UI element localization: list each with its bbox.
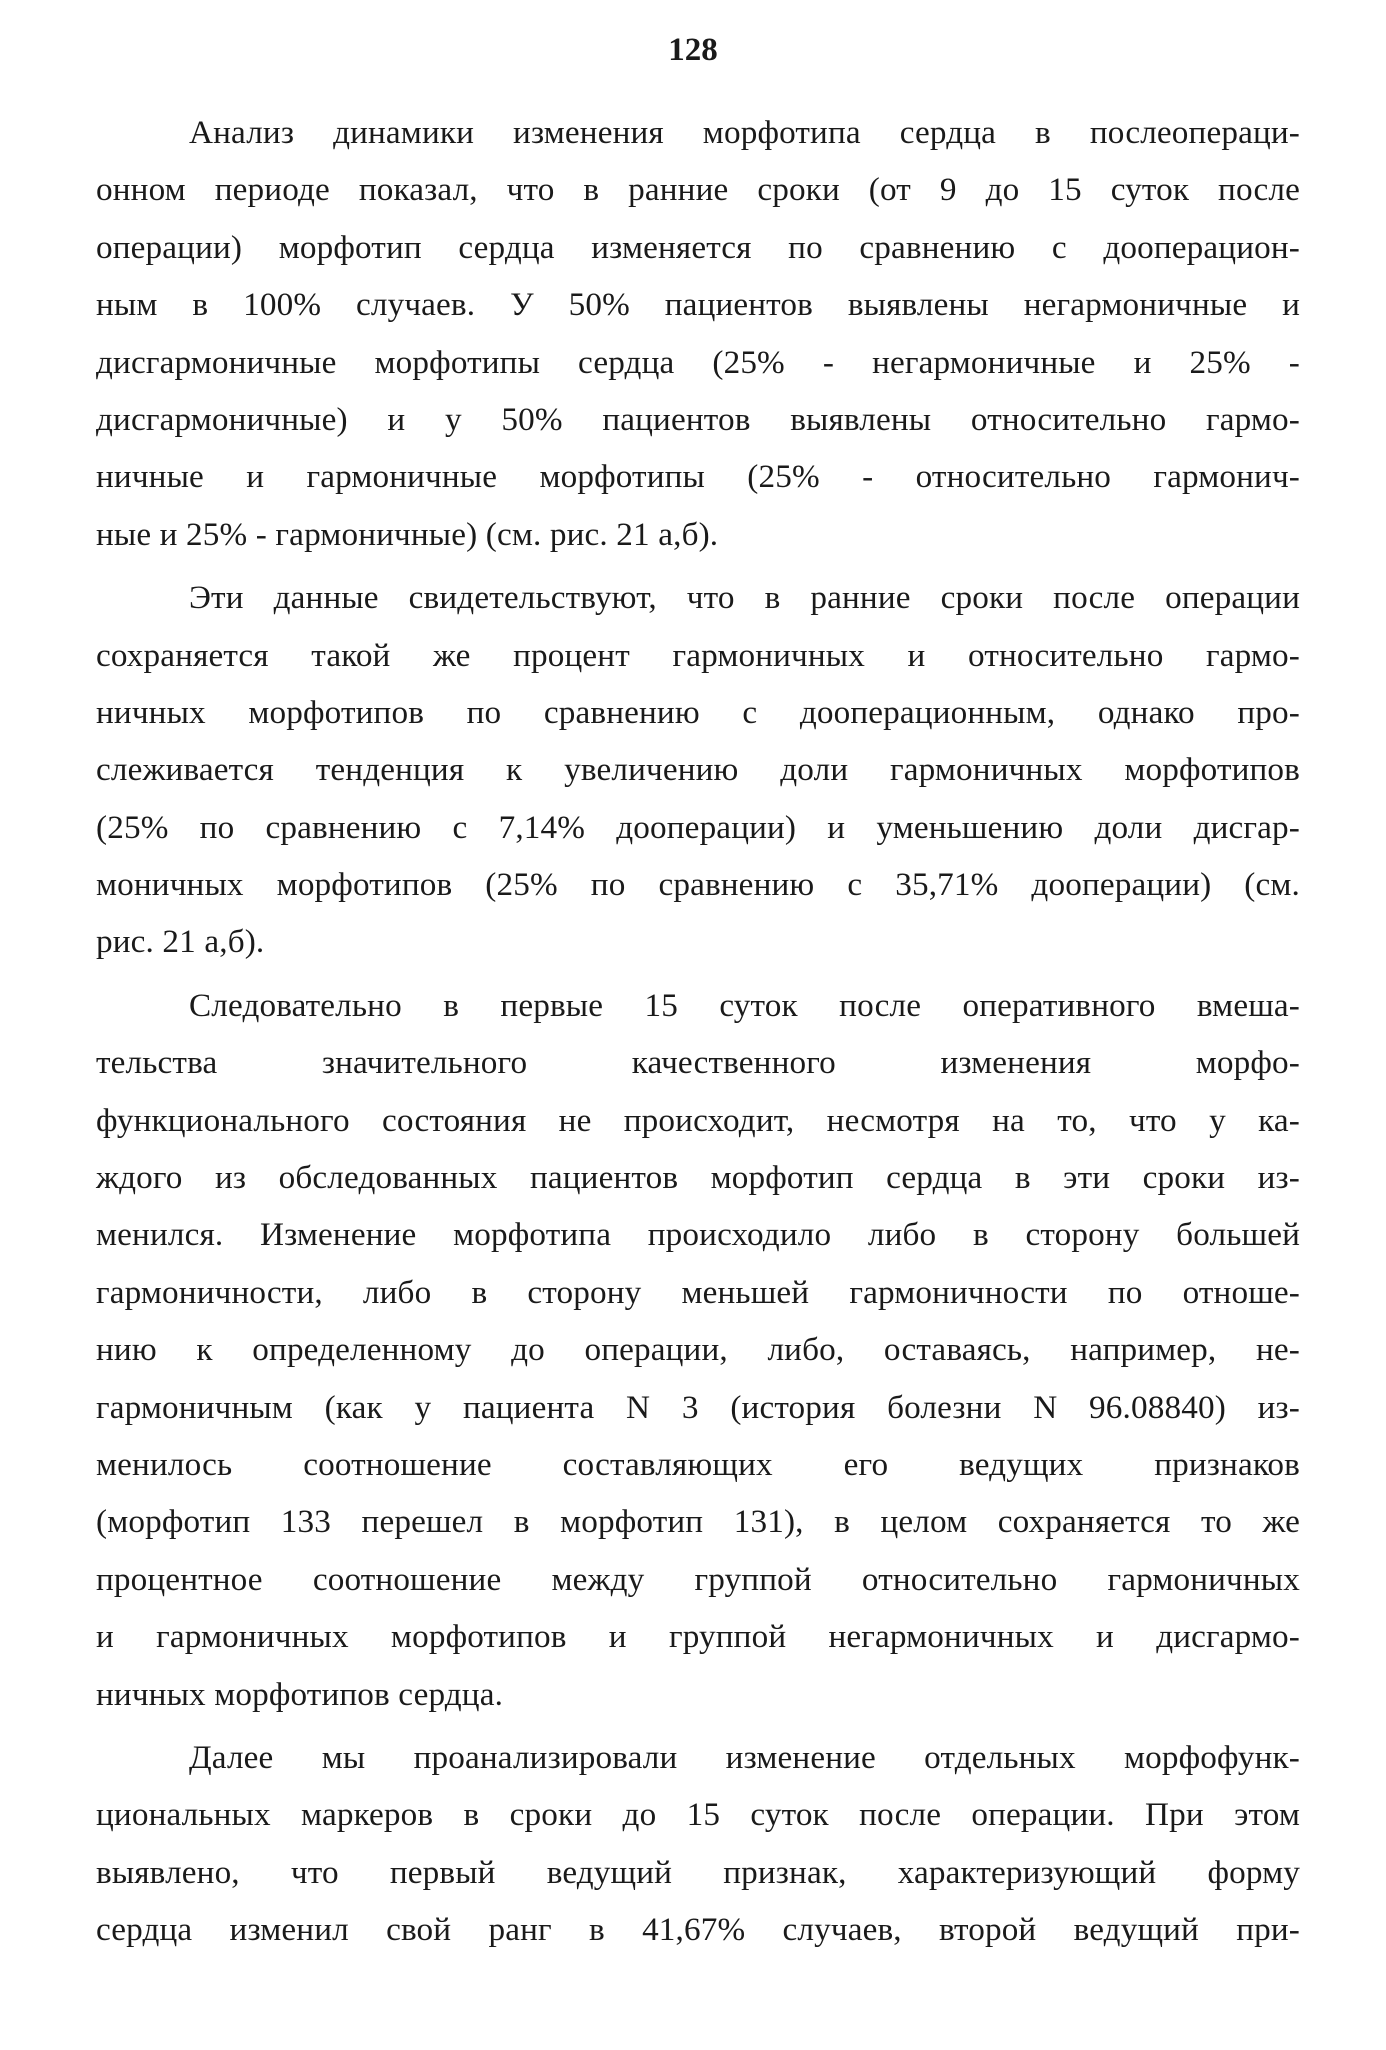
text-line: слеживается тенденция к увеличению доли гармоничных морфотипов [96,751,1300,789]
text-line: ничных морфотипов сердца. [96,1675,504,1713]
text-line: сохраняется такой же процент гармоничных и относительно гармо- [96,636,1300,674]
text-line: онном периоде показал, что в ранние сроки (от 9 до 15 суток после [96,171,1300,209]
text-line: ждого из обследованных пациентов морфотип сердца в эти сроки из- [96,1159,1300,1197]
text-line: менился. Изменение морфотипа происходило либо в сторону большей [96,1216,1300,1254]
paragraph-3 [96,977,1300,1723]
text-line: функционального состояния не происходит, несмотря на то, что у ка- [96,1101,1300,1139]
text-line: операции) морфотип сердца изменяется по сравнению с дооперацион- [96,228,1300,266]
text-line: ничных морфотипов по сравнению с дооперационным, однако про- [96,693,1300,731]
text-line: (25% по сравнению с 7,14% дооперации) и уменьшению доли дисгар- [96,808,1300,846]
text-line: Следовательно в первые 15 суток после оперативного вмеша- [189,986,1300,1024]
text-line: ным в 100% случаев. У 50% пациентов выявлены негармоничные и [96,286,1300,324]
text-line: (морфотип 133 перешел в морфотип 131), в целом сохраняется то же [96,1503,1300,1541]
text-line: менилось соотношение составляющих его ведущих признаков [96,1445,1300,1483]
paragraph-1 [96,104,1300,563]
text-line: процентное соотношение между группой относительно гармоничных [96,1560,1300,1598]
text-line: моничных морфотипов (25% по сравнению с 35,71% дооперации) (см. [96,866,1300,904]
paragraph-4 [96,1729,1300,1959]
text-line: нию к определенному до операции, либо, оставаясь, например, не- [96,1331,1300,1369]
paragraph-2 [96,569,1300,971]
text-line: ные и 25% - гармоничные) (см. рис. 21 а,б). [96,515,719,553]
text-line: и гармоничных морфотипов и группой негармоничных и дисгармо- [96,1618,1300,1656]
text-line: гармоничным (как у пациента N 3 (история болезни N 96.08840) из- [96,1388,1300,1426]
page-number: 128 [668,32,718,68]
text-line: дисгармоничные) и у 50% пациентов выявлены относительно гармо- [96,400,1300,438]
text-line: выявлено, что первый ведущий признак, характеризующий форму [96,1853,1300,1891]
text-line: сердца изменил свой ранг в 41,67% случаев, второй ведущий при- [96,1911,1300,1949]
document-body [96,104,1300,1959]
text-line: циональных маркеров в сроки до 15 суток после операции. При этом [96,1796,1300,1834]
text-line: тельства значительного качественного изменения морфо- [96,1044,1300,1082]
text-line: рис. 21 а,б). [96,923,265,961]
text-line: ничные и гармоничные морфотипы (25% - относительно гармонич- [96,458,1300,496]
text-line: Анализ динамики изменения морфотипа сердца в послеопераци- [189,114,1300,151]
text-line: дисгармоничные морфотипы сердца (25% - негармоничные и 25% - [96,343,1300,381]
text-line: гармоничности, либо в сторону меньшей гармоничности по отноше- [96,1273,1300,1311]
text-line: Далее мы проанализировали изменение отдельных морфофунк- [189,1738,1300,1776]
text-line: Эти данные свидетельствуют, что в ранние сроки после операции [189,579,1300,617]
